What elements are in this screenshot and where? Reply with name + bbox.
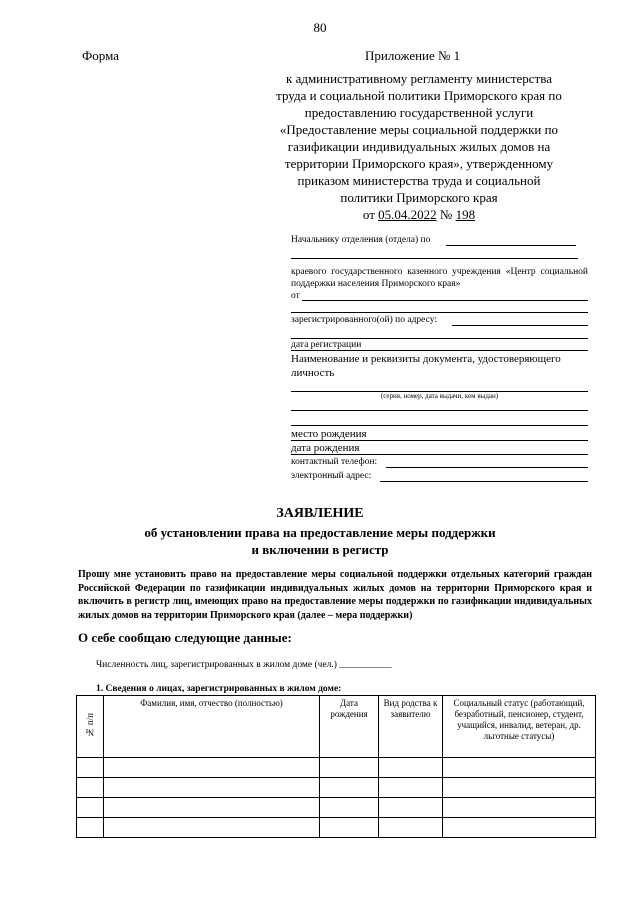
order-number: 198 xyxy=(455,207,476,222)
reg-date-label: дата регистрации xyxy=(291,340,362,350)
col-social-status: Социальный статус (работающий, безработный, пенсионер, студент, учащийся, инвалид, ветеран, др. льготные статусы) xyxy=(443,696,596,758)
registered-line[interactable] xyxy=(452,325,588,326)
email-line[interactable] xyxy=(380,481,588,482)
document-line-2[interactable] xyxy=(291,410,588,411)
birth-date-label: дата рождения xyxy=(291,442,360,454)
regulation-line: труда и социальной политики Приморского края по xyxy=(276,88,562,103)
resident-count-label: Численность лиц, зарегистрированных в жилом доме (чел.) ___________ xyxy=(96,660,392,670)
order-date: 05.04.2022 xyxy=(378,207,437,222)
from-line[interactable] xyxy=(302,300,588,301)
regulation-line: к административному регламенту министерства xyxy=(286,71,552,86)
col-birth-date: Дата рождения xyxy=(320,696,379,758)
birth-place-label: место рождения xyxy=(291,428,367,440)
table-row[interactable] xyxy=(77,778,596,798)
request-paragraph: Прошу мне установить право на предоставление меры социальной поддержки отдельных категорий граждан Российской Федерации по газификации индивидуальных жилых домов на территории Приморского края и включить в регистр лиц, имеющих право на предоставление меры поддержки по газификации индивидуальных жилых домов на территории Приморского края (далее – мера поддержки) xyxy=(78,569,592,621)
regulation-line: территории Приморского края», утвержденному xyxy=(284,156,554,171)
from-line-2[interactable] xyxy=(291,312,588,313)
about-heading: О себе сообщаю следующие данные: xyxy=(78,630,292,645)
phone-label: контактный телефон: xyxy=(291,457,378,467)
regulation-line: газификации индивидуальных жилых домов на xyxy=(287,139,551,154)
institution-label: краевого государственного казенного учреждения «Центр социальной поддержки населения Приморского края» xyxy=(291,267,588,289)
document-line-3[interactable] xyxy=(291,425,588,426)
from-label: от xyxy=(291,291,300,301)
regulation-line: приказом министерства труда и социальной xyxy=(297,173,541,188)
head-line[interactable] xyxy=(446,245,576,246)
document-hint: (серия, номер, дата выдачи, кем выдан) xyxy=(380,392,499,400)
page-number: 80 xyxy=(313,20,327,35)
form-label: Форма xyxy=(82,48,119,63)
registered-label: зарегистрированного(ой) по адресу: xyxy=(291,315,437,325)
appendix-label: Приложение № 1 xyxy=(365,48,461,63)
residents-table xyxy=(76,695,596,838)
order-line: от 05.04.2022 № 198 xyxy=(362,207,476,222)
col-relation: Вид родства к заявителю xyxy=(379,696,443,758)
document-title: Наименование и реквизиты документа, удостоверяющего личность xyxy=(291,353,561,379)
birth-date-line[interactable] xyxy=(291,454,588,455)
table-row[interactable] xyxy=(77,758,596,778)
col-full-name: Фамилия, имя, отчество (полностью) xyxy=(104,696,320,758)
document-subtitle-2: и включении в регистр xyxy=(251,542,389,557)
table-row[interactable] xyxy=(77,798,596,818)
col-number: № п/п xyxy=(77,696,104,758)
table-header-row xyxy=(77,696,596,758)
regulation-reference xyxy=(250,70,588,223)
head-line-2[interactable] xyxy=(291,258,578,259)
regulation-line: предоставлению государственной услуги xyxy=(304,105,534,120)
phone-line[interactable] xyxy=(386,467,588,468)
document-subtitle: об установлении права на предоставление меры поддержки xyxy=(144,525,496,540)
table-row[interactable] xyxy=(77,818,596,838)
regulation-line: политики Приморского края xyxy=(340,190,498,205)
reg-date-line[interactable] xyxy=(291,350,588,351)
document-heading: ЗАЯВЛЕНИЕ xyxy=(276,506,364,521)
regulation-line: «Предоставление меры социальной поддержки по xyxy=(279,122,559,137)
head-label: Начальнику отделения (отдела) по xyxy=(291,235,431,245)
section-1-heading: 1. Сведения о лицах, зарегистрированных в жилом доме: xyxy=(96,684,342,694)
email-label: электронный адрес: xyxy=(291,471,372,481)
